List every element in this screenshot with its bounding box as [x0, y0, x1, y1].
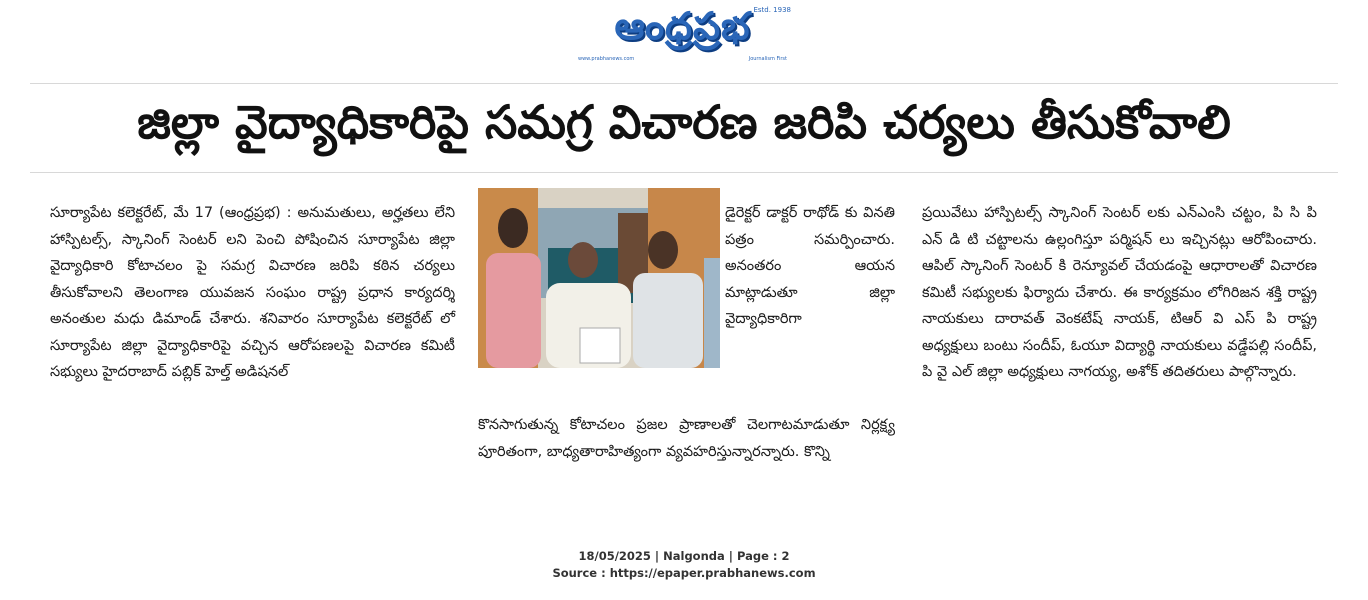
article-text-col1: సూర్యాపేట కలెక్టరేట్, మే 17 (ఆంధ్రప్రభ) : అనుమతులు, అర్హతలు లేని హాస్పిటల్స్, స్కానింగ్ సెంటర్ లని పెంచి పోషించిన సూర్యాపేట జిల్లా వైద్యాధికారి కోటాచలం పై సమగ్ర విచారణ జరిపి కఠిన చర్యలు తీసుకోవాలని తెలంగాణ యువజన సంఘం రాష్ట్ర ప్రధాన కార్యదర్శి అనంతుల మధు డిమాండ్ చేశారు. శనివారం సూర్యాపేట కలెక్టరేట్ లో సూర్యాపేట జిల్లా వైద్యాధికారిపై వచ్చిన ఆరోపణలపై విచారణ కమిటీ సభ్యులు హైదరాబాద్ పబ్లిక్ హెల్త్ అడిషనల్ — [50, 205, 455, 380]
article-column-3 — [922, 200, 1317, 386]
footer-source: Source : https://epaper.prabhanews.com — [552, 566, 816, 580]
footer-date-edition: 18/05/2025 | Nalgonda | Page : 2 — [578, 549, 790, 563]
news-photo — [478, 188, 720, 368]
article-column-1 — [50, 200, 455, 386]
article-text-col2-top: డైరెక్టర్ డాక్టర్ రాథోడ్ కు వినతి పత్రం సమర్పించారు. అనంతరం ఆయన మాట్లాడుతూ జిల్లా వైద్యాధికారిగా — [725, 205, 895, 327]
logo-wordmark: ఆంధ్రప్రభ — [614, 4, 751, 48]
logo-website: www.prabhanews.com — [578, 56, 635, 62]
logo-tagline: Journalism First — [748, 56, 787, 62]
logo-established: Estd. 1938 — [753, 6, 791, 14]
newspaper-logo — [570, 6, 795, 64]
article-text-col3: ప్రయివేటు హాస్పిటల్స్ స్కానింగ్ సెంటర్ లకు ఎన్ఎంసి చట్టం, పి సి పి ఎన్ డి టి చట్టాలను ఉల్లంగిస్తూ పర్మిషన్ లు ఇచ్చినట్లు ఆరోపించారు. ఆపిల్ స్కానింగ్ సెంటర్ కి రెన్యూవల్ చేయడంపై ఆధారాలతో విచారణ కమిటీ సభ్యులకు ఫిర్యాదు చేశారు. ఈ కార్యక్రమం లోగిరిజన శక్తి రాష్ట్ర నాయకులు దారావత్ వెంకటేష్ నాయక్, టిఆర్ వి ఎస్ పి రాష్ట్ర అధ్యక్షులు బంటు సందీప్, ఓయూ విద్యార్థి నాయకులు వడ్డేపల్లి సందీప్, పి వై ఎల్ జిల్లా అధ్యక్షులు నాగయ్య, అశోక్ తదితరులు పాల్గొన్నారు. — [922, 205, 1317, 380]
article-column-2-top — [725, 200, 895, 333]
photo-illustration — [478, 188, 720, 368]
article-text-col2-bottom: కొనసాగుతున్న కోటాచలం ప్రజల ప్రాణాలతో చెలగాటమాడుతూ నిర్లక్ష్య పూరితంగా, బాధ్యతారాహిత్యంగా వ్యవహరిస్తున్నారన్నారు. కొన్ని — [478, 417, 895, 460]
article-column-2-bottom — [478, 412, 895, 465]
divider-top — [30, 83, 1338, 84]
article-headline: జిల్లా వైద్యాధికారిపై సమగ్ర విచారణ జరిపి చర్యలు తీసుకోవాలి — [137, 95, 1231, 149]
divider-headline — [30, 172, 1338, 173]
